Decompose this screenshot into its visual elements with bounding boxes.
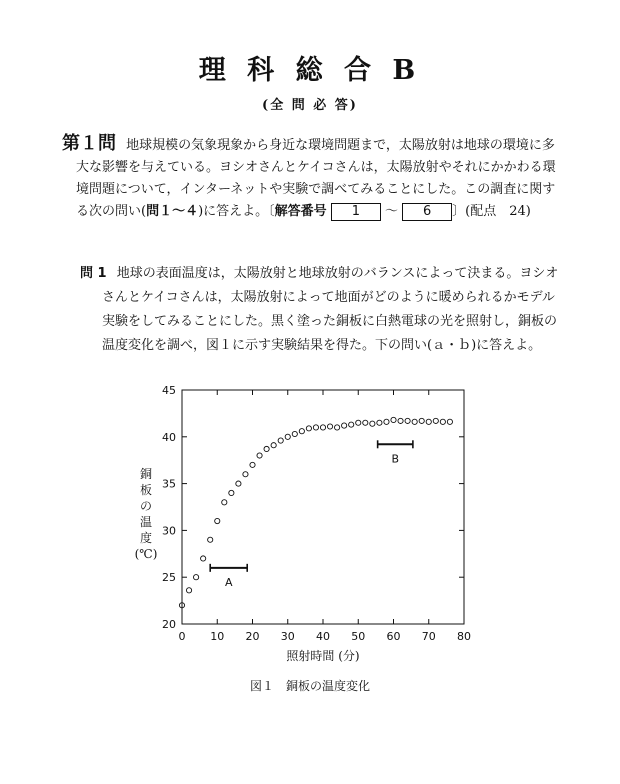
y-tick-label: 20 bbox=[162, 618, 176, 631]
data-point bbox=[447, 419, 452, 424]
y-tick-label: 30 bbox=[162, 524, 176, 538]
mondai-1-line-4: 温度変化を調べ，図１に示す実験結果を得た。下の問い(ａ・ｂ)に答えよ。 bbox=[102, 338, 542, 353]
question-1-line-4-prefix: る次の問い( bbox=[76, 204, 147, 219]
data-point bbox=[342, 423, 347, 428]
data-point bbox=[292, 431, 297, 436]
data-point bbox=[370, 421, 375, 426]
data-point bbox=[236, 481, 241, 486]
y-axis-label-char: 銅 bbox=[139, 467, 153, 481]
data-point bbox=[433, 418, 438, 423]
y-tick-label: 45 bbox=[162, 384, 176, 397]
data-point bbox=[201, 556, 206, 561]
x-tick-label: 20 bbox=[245, 630, 260, 643]
answer-number-label: 解答番号 bbox=[274, 204, 327, 219]
data-point bbox=[278, 438, 283, 443]
question-1-number: 第１問 bbox=[62, 133, 116, 154]
data-point bbox=[398, 418, 403, 423]
data-point bbox=[320, 425, 325, 430]
data-point bbox=[335, 425, 340, 430]
data-point bbox=[208, 537, 213, 542]
question-1-line-4-mid: )に答えよ。〔 bbox=[198, 204, 275, 219]
data-point bbox=[215, 518, 220, 523]
data-point bbox=[306, 426, 311, 431]
data-point bbox=[327, 424, 332, 429]
answer-range-separator: ～ bbox=[384, 204, 398, 219]
y-axis-label-char: の bbox=[139, 499, 153, 513]
page-title: 理 科 総 合 B bbox=[198, 55, 422, 86]
mondai-1 bbox=[80, 262, 560, 358]
data-point bbox=[313, 425, 318, 430]
y-axis-label-char: 板 bbox=[139, 483, 153, 497]
x-tick-label: 50 bbox=[351, 630, 366, 643]
x-tick-label: 0 bbox=[178, 630, 186, 643]
mondai-1-label: 問 1 bbox=[80, 266, 107, 281]
temperature-chart bbox=[120, 380, 480, 670]
x-tick-label: 60 bbox=[386, 630, 401, 643]
question-1-range: 問１～４ bbox=[146, 204, 199, 219]
data-point bbox=[391, 417, 396, 422]
data-point bbox=[299, 429, 304, 434]
question-1-line-2: 大な影響を与えている。ヨシオさんとケイコさんは，太陽放射やそれにかかわる環 bbox=[76, 160, 556, 175]
answer-box-start: 1 bbox=[331, 203, 381, 221]
interval-label-b: B bbox=[391, 452, 400, 466]
mondai-1-line-3: 実験をしてみることにした。黒く塗った銅板に白熱電球の光を照射し，銅板の bbox=[102, 314, 558, 329]
x-tick-label: 80 bbox=[457, 630, 471, 643]
x-axis-label: 照射時間 (分) bbox=[286, 649, 360, 663]
x-tick-label: 70 bbox=[421, 630, 436, 643]
data-point bbox=[243, 472, 248, 477]
data-point bbox=[264, 446, 269, 451]
data-point bbox=[363, 420, 368, 425]
data-point bbox=[405, 418, 410, 423]
answer-box-end: 6 bbox=[402, 203, 452, 221]
x-tick-label: 40 bbox=[316, 630, 330, 643]
y-tick-label: 25 bbox=[162, 571, 176, 585]
data-point bbox=[250, 462, 255, 467]
data-point bbox=[349, 422, 354, 427]
data-point bbox=[426, 419, 431, 424]
y-axis-label-char: 度 bbox=[139, 531, 153, 545]
data-point bbox=[186, 588, 191, 593]
x-tick-label: 10 bbox=[210, 630, 225, 643]
question-1 bbox=[62, 133, 572, 223]
page-subtitle: (全 問 必 答) bbox=[262, 98, 358, 113]
data-point bbox=[412, 419, 417, 424]
mondai-1-line-2: さんとケイコさんは，太陽放射によって地面がどのように暖められるかモデル bbox=[102, 290, 555, 305]
y-axis-label-char: (℃) bbox=[134, 547, 158, 561]
data-point bbox=[440, 419, 445, 424]
data-point bbox=[356, 420, 361, 425]
question-1-line-4 bbox=[62, 201, 531, 223]
data-point bbox=[222, 500, 227, 505]
data-point bbox=[229, 490, 234, 495]
data-point bbox=[419, 418, 424, 423]
x-tick-label: 30 bbox=[280, 630, 295, 643]
points-label: 〕(配点 24) bbox=[452, 204, 531, 219]
data-point bbox=[271, 443, 276, 448]
y-tick-label: 40 bbox=[162, 430, 176, 444]
data-point bbox=[377, 420, 382, 425]
y-axis-label-char: 温 bbox=[139, 515, 153, 529]
data-point bbox=[194, 575, 199, 580]
data-point bbox=[257, 453, 262, 458]
figure-caption: 図１ 銅板の温度変化 bbox=[249, 679, 370, 693]
question-1-line-1: 地球規模の気象現象から身近な環境問題まで，太陽放射は地球の環境に多 bbox=[126, 138, 555, 153]
question-1-line-3: 境問題について，インターネットや実験で調べてみることにした。この調査に関す bbox=[76, 182, 556, 197]
data-point bbox=[384, 419, 389, 424]
interval-label-a: A bbox=[224, 575, 233, 589]
data-point bbox=[285, 434, 290, 439]
mondai-1-line-1: 地球の表面温度は，太陽放射と地球放射のバランスによって決まる。ヨシオ bbox=[116, 266, 559, 281]
y-tick-label: 35 bbox=[162, 477, 176, 491]
